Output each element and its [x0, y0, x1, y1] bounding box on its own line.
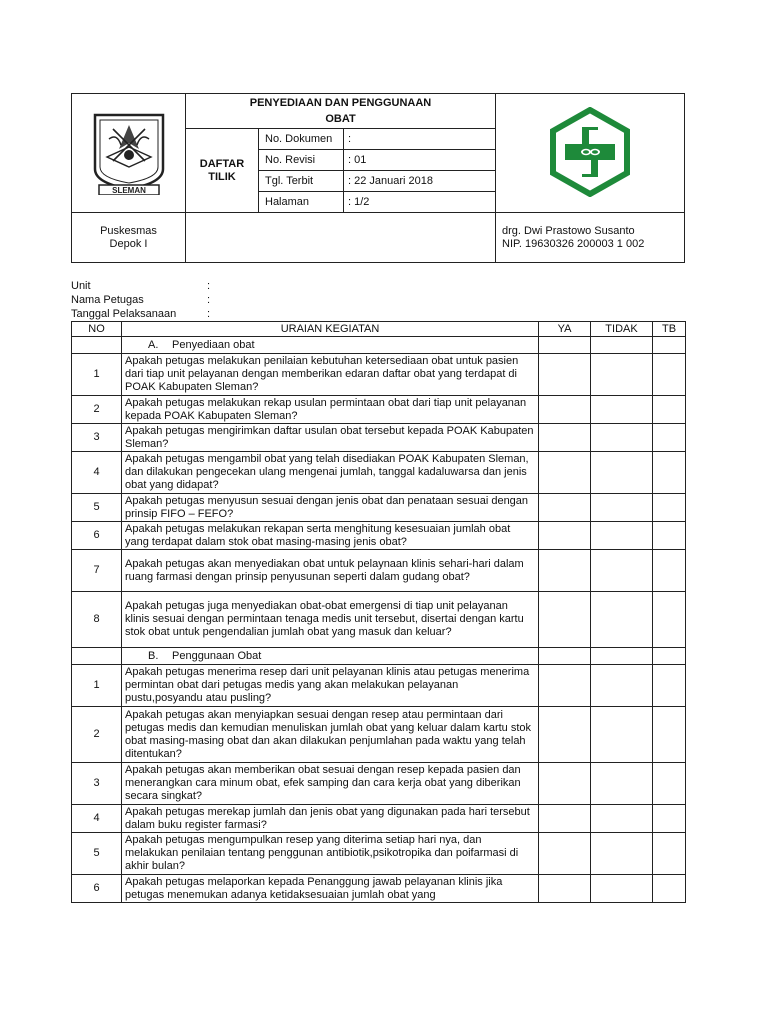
table-header-row: [72, 322, 686, 337]
table-row: [72, 707, 686, 763]
section-title: [122, 337, 539, 354]
ya-cell[interactable]: [539, 875, 591, 903]
doc-type-line-1: DAFTAR: [199, 157, 245, 170]
ya-cell[interactable]: [539, 522, 591, 550]
tb-cell[interactable]: [653, 396, 686, 424]
meta-label-revisi: No. Revisi: [259, 150, 344, 171]
puskesmas-logo-icon: [545, 107, 635, 197]
question-text: Apakah petugas melakukan penilaian kebutuhan ketersediaan obat untuk pasien dari tiap unit pelayanan dengan memberikan edaran daftar obat yang terdapat di POAK Kabupaten Sleman?: [122, 354, 539, 396]
info-value: :: [207, 308, 211, 320]
table-row: [72, 396, 686, 424]
question-text: Apakah petugas melakukan rekap usulan permintaan obat dari tiap unit pelayanan kepada POAK Kabupaten Sleman?: [122, 396, 539, 424]
col-header-uraian: URAIAN KEGIATAN: [122, 322, 539, 337]
signer-block: [496, 213, 685, 263]
ya-cell[interactable]: [539, 494, 591, 522]
section-no-cell: [72, 337, 122, 354]
health-logo-cell: [496, 94, 685, 213]
section-empty-cell: [539, 337, 591, 354]
puskesmas-line-2: Depok I: [109, 237, 148, 250]
question-text: Apakah petugas akan menyiapkan sesuai dengan resep atau permintaan dari petugas medis dan kemudian menuliskan jumlah obat yang keluar dalam kartu stok obat masing-masing obat dan akan dilakukan penjumlahan pada waktu yang telah ditentukan?: [122, 707, 539, 763]
info-fields: [71, 279, 210, 321]
row-number: 5: [72, 494, 122, 522]
tb-cell[interactable]: [653, 592, 686, 648]
section-row: [72, 337, 686, 354]
ya-cell[interactable]: [539, 763, 591, 805]
tb-cell[interactable]: [653, 805, 686, 833]
tb-cell[interactable]: [653, 875, 686, 903]
tidak-cell[interactable]: [591, 833, 653, 875]
row-number: 8: [72, 592, 122, 648]
row-number: 2: [72, 396, 122, 424]
row-number: 3: [72, 763, 122, 805]
tb-cell[interactable]: [653, 707, 686, 763]
tidak-cell[interactable]: [591, 452, 653, 494]
ya-cell[interactable]: [539, 665, 591, 707]
puskesmas-line-1: Puskesmas: [100, 224, 157, 237]
question-text: Apakah petugas mengambil obat yang telah disediakan POAK Kabupaten Sleman, dan dilakukan pengecekan ulang mengenai jumlah, tanggal kadaluwarsa dan jenis obat yang didapat?: [122, 452, 539, 494]
ya-cell[interactable]: [539, 592, 591, 648]
document-header: [71, 93, 685, 263]
table-row: [72, 452, 686, 494]
table-row: [72, 354, 686, 396]
tidak-cell[interactable]: [591, 805, 653, 833]
info-value: :: [207, 294, 211, 306]
sleman-logo-cell: [72, 94, 186, 213]
table-row: [72, 833, 686, 875]
row-number: 6: [72, 875, 122, 903]
ya-cell[interactable]: [539, 396, 591, 424]
table-row: [72, 494, 686, 522]
meta-value-dokumen: :: [344, 129, 496, 150]
doc-type: [186, 129, 259, 213]
ya-cell[interactable]: [539, 354, 591, 396]
table-row: [72, 550, 686, 592]
puskesmas-name: [72, 213, 186, 263]
table-row: [72, 875, 686, 903]
ya-cell[interactable]: [539, 707, 591, 763]
col-header-no: NO: [72, 322, 122, 337]
ya-cell[interactable]: [539, 805, 591, 833]
tb-cell[interactable]: [653, 354, 686, 396]
tidak-cell[interactable]: [591, 875, 653, 903]
tidak-cell[interactable]: [591, 763, 653, 805]
tidak-cell[interactable]: [591, 550, 653, 592]
info-row-petugas: [71, 293, 210, 307]
row-number: 4: [72, 805, 122, 833]
table-row: [72, 522, 686, 550]
title-line-1: PENYEDIAAN DAN PENGGUNAAN: [249, 97, 432, 109]
section-empty-cell: [591, 337, 653, 354]
question-text: Apakah petugas mengirimkan daftar usulan obat tersebut kepada POAK Kabupaten Sleman?: [122, 424, 539, 452]
section-title-text: Penggunaan Obat: [172, 649, 262, 662]
tidak-cell[interactable]: [591, 665, 653, 707]
row-number: 4: [72, 452, 122, 494]
section-letter: A.: [148, 338, 159, 351]
ya-cell[interactable]: [539, 550, 591, 592]
table-row: [72, 805, 686, 833]
section-empty-cell: [591, 648, 653, 665]
row-number: 1: [72, 354, 122, 396]
tb-cell[interactable]: [653, 494, 686, 522]
doc-type-line-2: TILIK: [208, 170, 236, 183]
tidak-cell[interactable]: [591, 592, 653, 648]
tb-cell[interactable]: [653, 833, 686, 875]
question-text: Apakah petugas melakukan rekapan serta menghitung kesesuaian jumlah obat yang terdapat dalam stok obat masing-masing jenis obat?: [122, 522, 539, 550]
sleman-coat-of-arms-icon: [89, 109, 169, 195]
section-row: [72, 648, 686, 665]
table-row: [72, 592, 686, 648]
info-value: :: [207, 280, 211, 292]
meta-label-dokumen: No. Dokumen: [259, 129, 344, 150]
signer-nip: NIP. 19630326 200003 1 002: [502, 237, 645, 250]
ya-cell[interactable]: [539, 452, 591, 494]
section-no-cell: [72, 648, 122, 665]
row-number: 3: [72, 424, 122, 452]
info-label: Tanggal Pelaksanaan: [71, 308, 177, 320]
info-row-unit: [71, 279, 210, 293]
row-number: 5: [72, 833, 122, 875]
tb-cell[interactable]: [653, 424, 686, 452]
table-row: [72, 665, 686, 707]
question-text: Apakah petugas merekap jumlah dan jenis obat yang digunakan pada hari tersebut dalam buku register farmasi?: [122, 805, 539, 833]
row-number: 6: [72, 522, 122, 550]
col-header-ya: YA: [539, 322, 591, 337]
tb-cell[interactable]: [653, 763, 686, 805]
tb-cell[interactable]: [653, 522, 686, 550]
section-empty-cell: [539, 648, 591, 665]
tidak-cell[interactable]: [591, 522, 653, 550]
question-text: Apakah petugas menerima resep dari unit pelayanan klinis atau petugas menerima permintan obat dari petugas medis yang akan melakukan pelayanan pustu,posyandu atau pusling?: [122, 665, 539, 707]
table-row: [72, 763, 686, 805]
table-row: [72, 424, 686, 452]
question-text: Apakah petugas menyusun sesuai dengan jenis obat dan penataan sesuai dengan prinsip FIFO – FEFO?: [122, 494, 539, 522]
signer-name: drg. Dwi Prastowo Susanto: [502, 224, 635, 237]
col-header-tb: TB: [653, 322, 686, 337]
logo-text: SLEMAN: [111, 185, 146, 195]
tidak-cell[interactable]: [591, 494, 653, 522]
question-text: Apakah petugas mengumpulkan resep yang diterima setiap hari nya, dan melakukan penilaian tentang penggunan antibiotik,psikotropika dan poifarmasi di akhir bulan?: [122, 833, 539, 875]
section-empty-cell: [653, 648, 686, 665]
question-text: Apakah petugas juga menyediakan obat-obat emergensi di tiap unit pelayanan klinis sesuai dengan permintaan tenaga medis unit tersebut, disertai dengan kartu stok obat untuk pengendalian jumlah obat yang masuk dan keluar?: [122, 592, 539, 648]
tidak-cell[interactable]: [591, 707, 653, 763]
question-text: Apakah petugas melaporkan kepada Penanggung jawab pelayanan klinis jika petugas menemukan adanya ketidaksesuaian jumlah obat yang: [122, 875, 539, 903]
col-header-tidak: TIDAK: [591, 322, 653, 337]
meta-label-terbit: Tgl. Terbit: [259, 171, 344, 192]
meta-value-halaman: : 1/2: [344, 192, 496, 213]
section-letter: B.: [148, 649, 159, 662]
tidak-cell[interactable]: [591, 354, 653, 396]
section-empty-cell: [653, 337, 686, 354]
info-label: Nama Petugas: [71, 294, 144, 306]
tb-cell[interactable]: [653, 665, 686, 707]
info-label: Unit: [71, 280, 91, 292]
section-title-text: Penyediaan obat: [172, 338, 255, 351]
info-row-tanggal: [71, 307, 210, 321]
meta-label-halaman: Halaman: [259, 192, 344, 213]
ya-cell[interactable]: [539, 833, 591, 875]
row-number: 7: [72, 550, 122, 592]
tidak-cell[interactable]: [591, 424, 653, 452]
tb-cell[interactable]: [653, 452, 686, 494]
question-text: Apakah petugas akan menyediakan obat untuk pelaynaan klinis sehari-hari dalam ruang farmasi dengan prinsip penyusunan seperti dalam gudang obat?: [122, 550, 539, 592]
document-title: [186, 94, 496, 129]
meta-value-terbit: : 22 Januari 2018: [344, 171, 496, 192]
ya-cell[interactable]: [539, 424, 591, 452]
tidak-cell[interactable]: [591, 396, 653, 424]
section-title: [122, 648, 539, 665]
title-line-2: OBAT: [325, 113, 356, 125]
question-text: Apakah petugas akan memberikan obat sesuai dengan resep kepada pasien dan menerangkan cara minum obat, efek samping dan cara kerja obat yang diberikan secara singkat?: [122, 763, 539, 805]
tb-cell[interactable]: [653, 550, 686, 592]
checklist-table: [71, 321, 686, 903]
meta-value-revisi: : 01: [344, 150, 496, 171]
row-number: 1: [72, 665, 122, 707]
empty-cell: [186, 213, 496, 263]
row-number: 2: [72, 707, 122, 763]
